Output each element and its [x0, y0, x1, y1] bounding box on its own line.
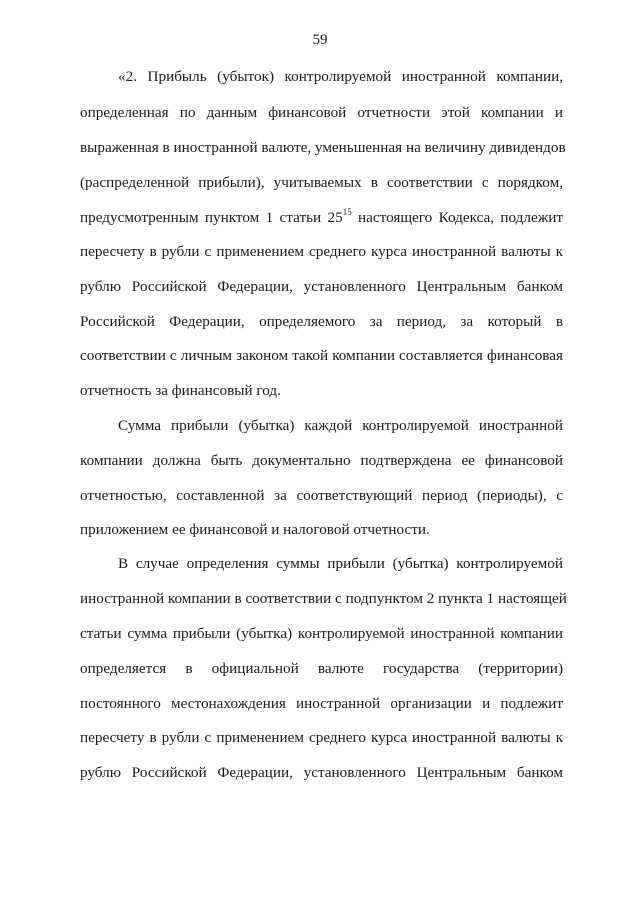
text-line: отчетность за финансовый год.	[80, 382, 281, 399]
page-number: 59	[312, 32, 328, 48]
text-line: Сумма прибыли (убытка) каждой контролируемой иностранной	[118, 417, 563, 434]
text-fragment: предусмотренным пунктом 1 статьи 25	[80, 209, 343, 226]
text-line: выраженная в иностранной валюте, уменьшенная на величину дивидендов	[80, 139, 566, 156]
text-line: В случае определения суммы прибыли (убытка) контролируемой	[118, 555, 563, 572]
superscript-15: 15	[342, 206, 352, 217]
text-line: соответствии с личным законом такой компании составляется финансовая	[80, 347, 563, 364]
text-line: определенная по данным финансовой отчетности этой компании и	[80, 104, 563, 121]
text-line: определяется в официальной валюте государства (территории)	[80, 660, 563, 677]
text-line: Российской Федерации, определяемого за период, за который в	[80, 313, 563, 330]
text-line: «2. Прибыль (убыток) контролируемой иностранной компании,	[118, 68, 563, 85]
text-line: постоянного местонахождения иностранной организации и подлежит	[80, 695, 563, 712]
text-line: пересчету в рубли с применением среднего курса иностранной валюты к	[80, 729, 563, 746]
text-line: приложением ее финансовой и налоговой отчетности.	[80, 521, 430, 538]
text-line: рублю Российской Федерации, установленного Центральным банком	[80, 278, 563, 295]
text-line: статьи сумма прибыли (убытка) контролируемой иностранной компании	[80, 625, 563, 642]
text-line: рублю Российской Федерации, установленного Центральным банком	[80, 764, 563, 781]
text-line-with-superscript	[80, 208, 563, 228]
text-line: пересчету в рубли с применением среднего курса иностранной валюты к	[80, 243, 563, 260]
text-line: отчетностью, составленной за соответствующий период (периоды), с	[80, 487, 563, 504]
text-line: (распределенной прибыли), учитываемых в соответствии с порядком,	[80, 174, 563, 191]
text-line: компании должна быть документально подтверждена ее финансовой	[80, 452, 563, 469]
text-line: иностранной компании в соответствии с подпунктом 2 пункта 1 настоящей	[80, 590, 567, 607]
text-fragment: настоящего Кодекса, подлежит	[351, 209, 563, 226]
